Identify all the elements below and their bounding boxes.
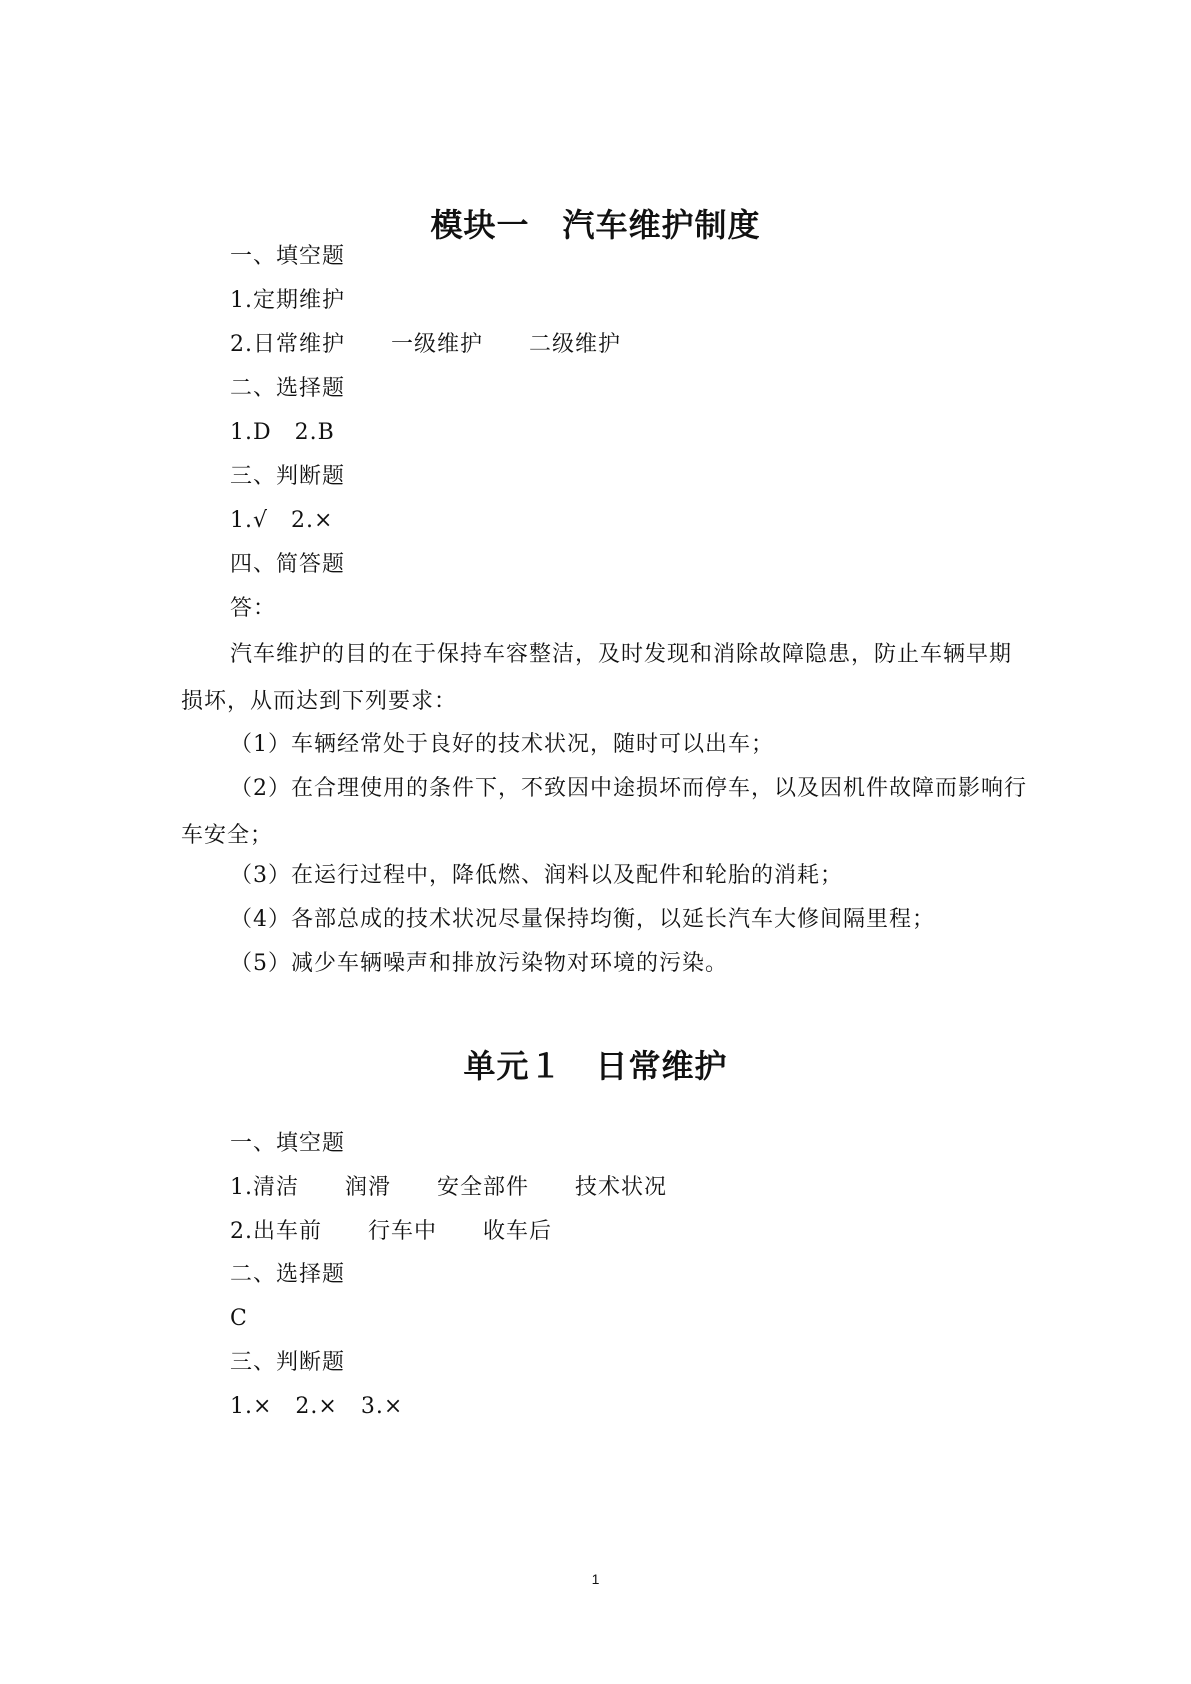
requirement-4: （4）各部总成的技术状况尽量保持均衡，以延长汽车大修间隔里程； (230, 907, 935, 932)
answer-intro-paragraph: 汽车维护的目的在于保持车容整洁，及时发现和消除故障隐患，防止车辆早期损坏，从而达到下列要求： (181, 642, 1013, 714)
page-number: 1 (591, 1571, 600, 1587)
unit-fill-in-answer-2: 2.出车前 行车中 收车后 (230, 1219, 552, 1244)
choice-answers: 1.D 2.B (230, 420, 335, 445)
unit-choice-heading: 二、选择题 (230, 1262, 346, 1287)
module-title: 模块一 汽车维护制度 (430, 206, 761, 244)
unit-judgment-answers: 1.× 2.× 3.× (230, 1394, 404, 1419)
section-judgment-heading: 三、判断题 (230, 464, 346, 489)
unit-fill-in-answer-1: 1.清洁 润滑 安全部件 技术状况 (230, 1175, 667, 1200)
unit-title: 单元１ 日常维护 (463, 1047, 728, 1085)
section-short-answer-heading: 四、简答题 (230, 552, 346, 577)
section-choice-heading: 二、选择题 (230, 376, 346, 401)
section-fill-in-heading: 一、填空题 (230, 244, 346, 269)
unit-choice-answer: C (230, 1306, 248, 1331)
judgment-answers: 1.√ 2.× (230, 508, 334, 533)
requirement-2: （2）在合理使用的条件下，不致因中途损坏而停车，以及因机件故障而影响行车安全； (181, 776, 1027, 848)
fill-in-answer-1: 1.定期维护 (230, 288, 345, 313)
fill-in-answer-2: 2.日常维护 一级维护 二级维护 (230, 332, 621, 357)
requirement-1: （1）车辆经常处于良好的技术状况，随时可以出车； (230, 732, 774, 757)
requirement-3: （3）在运行过程中，降低燃、润料以及配件和轮胎的消耗； (230, 863, 843, 888)
unit-judgment-heading: 三、判断题 (230, 1350, 346, 1375)
answer-label: 答： (230, 596, 277, 621)
requirement-5: （5）减少车辆噪声和排放污染物对环境的污染。 (230, 951, 728, 976)
unit-fill-in-heading: 一、填空题 (230, 1131, 346, 1156)
